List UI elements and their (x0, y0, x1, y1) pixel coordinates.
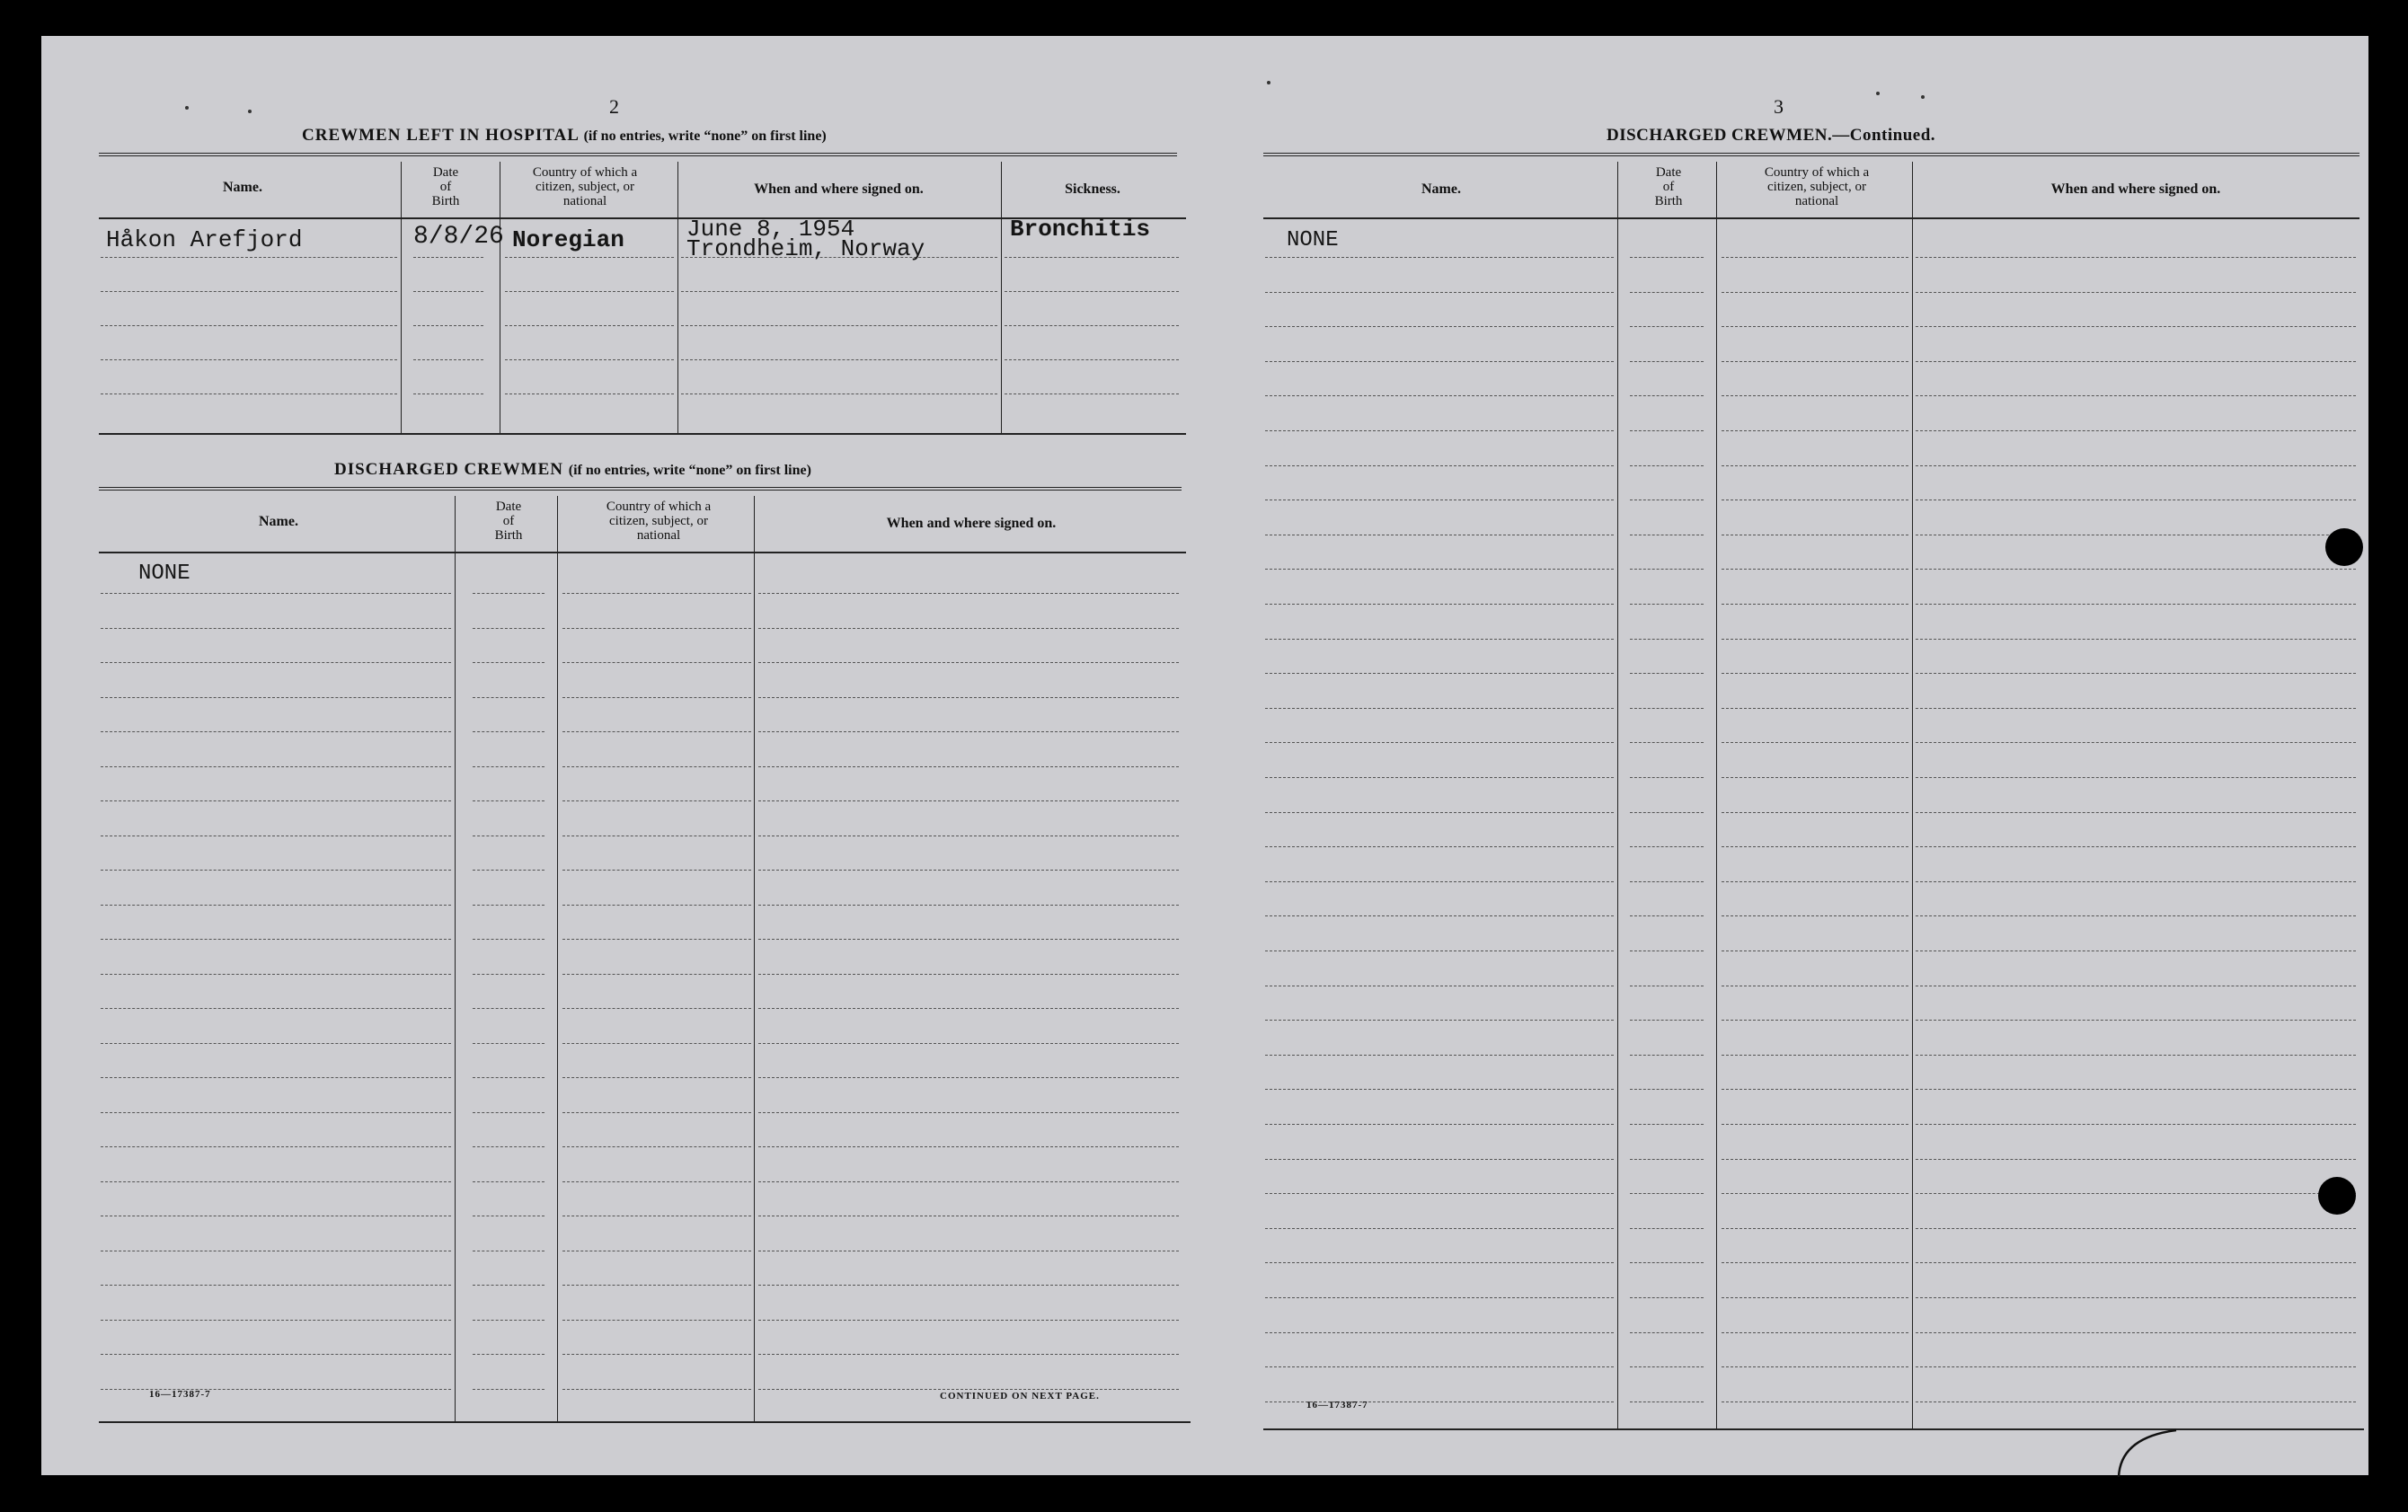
ruled-line (1630, 1332, 1704, 1333)
ruled-line (1265, 465, 1614, 466)
ruled-line (758, 800, 1179, 801)
ruled-line (101, 1320, 451, 1321)
ruled-line (758, 1354, 1179, 1355)
ruled-line (413, 257, 483, 258)
speck (185, 106, 189, 110)
ruled-line (1630, 1089, 1704, 1090)
ruled-line (101, 697, 451, 698)
ruled-line (1916, 639, 2356, 640)
ruled-line (1722, 708, 1908, 709)
discharged-header-signed: When and where signed on. (886, 516, 1057, 531)
ruled-line (1630, 708, 1704, 709)
ruled-line (473, 905, 544, 906)
ruled-line (1916, 812, 2356, 813)
hospital-entry-dob: 8/8/26 (413, 223, 504, 251)
ruled-line (473, 1112, 544, 1113)
hospital-section-title (302, 126, 827, 146)
ruled-line (101, 393, 397, 394)
ruled-line (473, 1146, 544, 1147)
ruled-line (1722, 1366, 1908, 1367)
ruled-line (562, 1043, 751, 1044)
discharged-col-divider (455, 496, 456, 1421)
ruled-line (473, 870, 544, 871)
ruled-line (1265, 673, 1614, 674)
right-col-divider (1716, 162, 1717, 1428)
ruled-line (413, 325, 483, 326)
ruled-line (1916, 1401, 2356, 1402)
ruled-line (758, 731, 1179, 732)
ruled-line (1630, 326, 1704, 327)
hospital-header-country: Country of which a citizen, subject, or national (532, 165, 638, 208)
binder-hole (2325, 528, 2363, 566)
ruled-line (1630, 430, 1704, 431)
ruled-line (413, 359, 483, 360)
ruled-line (1630, 1055, 1704, 1056)
ruled-line (1722, 430, 1908, 431)
ruled-line (1722, 915, 1908, 916)
ruled-line (681, 325, 997, 326)
ruled-line (473, 974, 544, 975)
ruled-line (101, 257, 397, 258)
ruled-line (1265, 326, 1614, 327)
ruled-line (758, 1112, 1179, 1113)
ruled-line (473, 697, 544, 698)
ruled-line (1722, 1297, 1908, 1298)
ruled-line (473, 800, 544, 801)
ruled-line (1265, 846, 1614, 847)
ruled-line (101, 359, 397, 360)
ruled-line (1265, 1020, 1614, 1021)
hospital-title: CREWMEN LEFT IN HOSPITAL (302, 126, 579, 145)
ruled-line (758, 905, 1179, 906)
ruled-line (1916, 1262, 2356, 1263)
ruled-line (1265, 881, 1614, 882)
ruled-line (1722, 1332, 1908, 1333)
ruled-line (1630, 292, 1704, 293)
ruled-line (473, 1320, 544, 1321)
ruled-line (1265, 639, 1614, 640)
ruled-line (1005, 393, 1179, 394)
ruled-line (1722, 361, 1908, 362)
ruled-line (1916, 1366, 2356, 1367)
ruled-line (1722, 777, 1908, 778)
right-header-country: Country of which a citizen, subject, or national (1764, 165, 1870, 208)
ruled-line (1916, 742, 2356, 743)
ruled-line (101, 1146, 451, 1147)
ruled-line (758, 662, 1179, 663)
ruled-line (562, 939, 751, 940)
hospital-subtitle: (if no entries, write “none” on first line) (583, 128, 827, 144)
ruled-line (1630, 465, 1704, 466)
ruled-line (1916, 1089, 2356, 1090)
ruled-line (1630, 881, 1704, 882)
binder-hole (2318, 1177, 2356, 1215)
ruled-line (473, 593, 544, 594)
discharged-col-divider (557, 496, 558, 1421)
ruled-line (1630, 1124, 1704, 1125)
discharged-title: DISCHARGED CREWMEN (334, 460, 563, 479)
right-section-title: DISCHARGED CREWMEN.—Continued. (1607, 126, 1936, 145)
ruled-line (758, 1389, 1179, 1390)
discharged-header-name: Name. (259, 514, 298, 529)
ruled-line (1916, 1228, 2356, 1229)
ruled-line (562, 1077, 751, 1078)
ruled-line (505, 359, 674, 360)
ruled-line (1630, 1262, 1704, 1263)
page-number: 2 (609, 95, 619, 118)
ruled-line (101, 1008, 451, 1009)
ruled-line (1630, 1193, 1704, 1194)
ruled-line (1916, 915, 2356, 916)
ruled-line (1265, 569, 1614, 570)
ruled-line (1265, 430, 1614, 431)
ruled-line (1630, 395, 1704, 396)
ruled-line (101, 800, 451, 801)
ruled-line (1630, 1020, 1704, 1021)
ruled-line (505, 393, 674, 394)
ruled-line (101, 628, 451, 629)
ruled-line (1722, 326, 1908, 327)
right-entry-none: NONE (1287, 228, 1339, 252)
ruled-line (562, 1008, 751, 1009)
ruled-line (1630, 673, 1704, 674)
ruled-line (1722, 639, 1908, 640)
right-header-signed: When and where signed on. (2050, 181, 2221, 197)
ruled-line (1630, 1228, 1704, 1229)
ruled-line (101, 291, 397, 292)
ruled-line (1005, 257, 1179, 258)
ruled-line (1916, 673, 2356, 674)
ruled-line (1916, 846, 2356, 847)
speck (1921, 95, 1925, 99)
ruled-line (1265, 604, 1614, 605)
ruled-line (562, 1354, 751, 1355)
ruled-line (1630, 569, 1704, 570)
ruled-line (1265, 361, 1614, 362)
hospital-entry-signed-date: June 8, 1954 (686, 216, 855, 243)
ruled-line (758, 766, 1179, 767)
ruled-line (1916, 777, 2356, 778)
ruled-line (1265, 812, 1614, 813)
ruled-line (473, 1077, 544, 1078)
discharged-entry-none: NONE (138, 561, 190, 586)
ruled-line (1630, 846, 1704, 847)
ruled-line (1916, 569, 2356, 570)
ruled-line (101, 1112, 451, 1113)
ruled-line (413, 291, 483, 292)
ruled-line (562, 870, 751, 871)
ruled-line (1630, 915, 1704, 916)
ruled-line (1722, 673, 1908, 674)
ruled-line (1265, 1262, 1614, 1263)
speck (1267, 81, 1270, 84)
ruled-line (562, 1320, 751, 1321)
ruled-line (101, 905, 451, 906)
ruled-line (758, 1285, 1179, 1286)
ruled-line (1916, 1193, 2356, 1194)
ruled-line (1722, 812, 1908, 813)
form-sheet (41, 36, 2368, 1475)
ruled-line (473, 1181, 544, 1182)
ruled-line (1722, 465, 1908, 466)
ruled-line (1265, 1366, 1614, 1367)
ruled-line (562, 1285, 751, 1286)
right-header-rule (1263, 217, 2359, 219)
ruled-line (473, 766, 544, 767)
ruled-line (1722, 1159, 1908, 1160)
ruled-line (1916, 430, 2356, 431)
ruled-line (562, 1112, 751, 1113)
right-header-dob: Date of Birth (1654, 165, 1683, 208)
ruled-line (1916, 1020, 2356, 1021)
ruled-line (101, 1043, 451, 1044)
discharged-bottom-rule (99, 1421, 1191, 1423)
form-number: 16—17387-7 (1306, 1400, 1368, 1410)
ruled-line (101, 766, 451, 767)
ruled-line (1916, 881, 2356, 882)
ruled-line (1722, 1228, 1908, 1229)
right-bottom-rule (1263, 1428, 2364, 1430)
ruled-line (1265, 257, 1614, 258)
ruled-line (562, 800, 751, 801)
ruled-line (473, 662, 544, 663)
hospital-entry-name: Håkon Arefjord (106, 226, 303, 253)
ruled-line (562, 697, 751, 698)
hospital-header-signed: When and where signed on. (754, 181, 924, 197)
discharged-col-divider (754, 496, 755, 1421)
discharged-header-rule (99, 552, 1186, 553)
ruled-line (473, 939, 544, 940)
ruled-line (1630, 812, 1704, 813)
ruled-line (758, 1181, 1179, 1182)
ruled-line (1265, 1297, 1614, 1298)
ruled-line (758, 593, 1179, 594)
ruled-line (1005, 325, 1179, 326)
hospital-col-divider (677, 162, 678, 433)
ruled-line (1265, 708, 1614, 709)
hospital-top-rule (99, 153, 1177, 159)
ruled-line (681, 291, 997, 292)
hospital-header-sickness: Sickness. (1065, 181, 1120, 197)
ruled-line (101, 1285, 451, 1286)
discharged-section-title (334, 460, 811, 480)
ruled-line (101, 939, 451, 940)
ruled-line (1916, 604, 2356, 605)
hospital-entry-signed-place: Trondheim, Norway (686, 235, 925, 262)
hospital-header-name: Name. (223, 180, 262, 195)
ruled-line (101, 1181, 451, 1182)
ruled-line (505, 257, 674, 258)
ruled-line (1265, 395, 1614, 396)
hospital-col-divider (1001, 162, 1002, 433)
ruled-line (1916, 1159, 2356, 1160)
page-number: 3 (1774, 95, 1784, 118)
ruled-line (1722, 846, 1908, 847)
ruled-line (1722, 742, 1908, 743)
ruled-line (1722, 1262, 1908, 1263)
ruled-line (505, 325, 674, 326)
hospital-bottom-rule (99, 433, 1186, 435)
ruled-line (1916, 465, 2356, 466)
ruled-line (1265, 742, 1614, 743)
ruled-line (1265, 777, 1614, 778)
right-col-divider (1617, 162, 1618, 1428)
corner-pen-mark (2113, 1418, 2185, 1481)
ruled-line (1722, 395, 1908, 396)
ruled-line (101, 870, 451, 871)
ruled-line (758, 870, 1179, 871)
ruled-line (1630, 1159, 1704, 1160)
ruled-line (1265, 1124, 1614, 1125)
ruled-line (681, 393, 997, 394)
ruled-line (562, 1389, 751, 1390)
discharged-header-country: Country of which a citizen, subject, or national (606, 500, 712, 543)
ruled-line (758, 974, 1179, 975)
ruled-line (1630, 361, 1704, 362)
ruled-line (562, 731, 751, 732)
ruled-line (1722, 569, 1908, 570)
discharged-top-rule (99, 487, 1182, 493)
ruled-line (1722, 1401, 1908, 1402)
ruled-line (1722, 1124, 1908, 1125)
ruled-line (473, 731, 544, 732)
ruled-line (1722, 1055, 1908, 1056)
ruled-line (101, 731, 451, 732)
continued-note: CONTINUED ON NEXT PAGE. (940, 1391, 1100, 1401)
ruled-line (473, 1389, 544, 1390)
ruled-line (1916, 257, 2356, 258)
ruled-line (1722, 1193, 1908, 1194)
ruled-line (1722, 257, 1908, 258)
ruled-line (473, 1043, 544, 1044)
ruled-line (758, 1043, 1179, 1044)
ruled-line (758, 1146, 1179, 1147)
ruled-line (101, 1354, 451, 1355)
ruled-line (562, 628, 751, 629)
ruled-line (1916, 326, 2356, 327)
ruled-line (1722, 292, 1908, 293)
ruled-line (1722, 1089, 1908, 1090)
ruled-line (101, 974, 451, 975)
speck (1876, 92, 1880, 95)
ruled-line (1630, 639, 1704, 640)
ruled-line (758, 697, 1179, 698)
ruled-line (1916, 708, 2356, 709)
ruled-line (505, 291, 674, 292)
ruled-line (1916, 1124, 2356, 1125)
ruled-line (1916, 1297, 2356, 1298)
ruled-line (1722, 881, 1908, 882)
ruled-line (1265, 915, 1614, 916)
hospital-entry-country: Noregian (512, 226, 624, 253)
form-number: 16—17387-7 (149, 1389, 211, 1400)
ruled-line (562, 662, 751, 663)
ruled-line (101, 1077, 451, 1078)
discharged-header-dob: Date of Birth (494, 500, 523, 543)
ruled-line (1916, 1332, 2356, 1333)
ruled-line (562, 1146, 751, 1147)
ruled-line (1916, 1055, 2356, 1056)
ruled-line (562, 905, 751, 906)
ruled-line (1916, 292, 2356, 293)
ruled-line (562, 1181, 751, 1182)
ruled-line (758, 1077, 1179, 1078)
hospital-col-divider (401, 162, 402, 433)
ruled-line (473, 1285, 544, 1286)
speck (248, 110, 252, 113)
ruled-line (1265, 1055, 1614, 1056)
ruled-line (1630, 777, 1704, 778)
ruled-line (101, 325, 397, 326)
ruled-line (1916, 361, 2356, 362)
ruled-line (1265, 292, 1614, 293)
ruled-line (101, 593, 451, 594)
ruled-line (101, 662, 451, 663)
ruled-line (562, 974, 751, 975)
hospital-header-dob: Date of Birth (431, 165, 460, 208)
ruled-line (1916, 395, 2356, 396)
right-header-name: Name. (1421, 181, 1461, 197)
ruled-line (1630, 1366, 1704, 1367)
ruled-line (473, 1008, 544, 1009)
ruled-line (1265, 1193, 1614, 1194)
ruled-line (1630, 604, 1704, 605)
right-top-rule (1263, 153, 2359, 159)
ruled-line (562, 593, 751, 594)
right-col-divider (1912, 162, 1913, 1428)
ruled-line (1722, 604, 1908, 605)
ruled-line (1630, 742, 1704, 743)
ruled-line (758, 939, 1179, 940)
ruled-line (562, 766, 751, 767)
discharged-subtitle: (if no entries, write “none” on first line) (568, 463, 811, 478)
ruled-line (1265, 1159, 1614, 1160)
ruled-line (1265, 1089, 1614, 1090)
ruled-line (473, 1354, 544, 1355)
ruled-line (1265, 1228, 1614, 1229)
ruled-line (758, 1320, 1179, 1321)
ruled-line (1005, 291, 1179, 292)
ruled-line (1630, 257, 1704, 258)
ruled-line (758, 1008, 1179, 1009)
ruled-line (1630, 1297, 1704, 1298)
ruled-line (758, 628, 1179, 629)
ruled-line (1005, 359, 1179, 360)
hospital-entry-sickness: Bronchitis (1010, 216, 1151, 243)
left-page (41, 36, 1200, 1475)
right-page (1206, 36, 2368, 1475)
ruled-line (473, 628, 544, 629)
ruled-line (413, 393, 483, 394)
ruled-line (1722, 1020, 1908, 1021)
ruled-line (1630, 1401, 1704, 1402)
ruled-line (681, 359, 997, 360)
ruled-line (1265, 1332, 1614, 1333)
